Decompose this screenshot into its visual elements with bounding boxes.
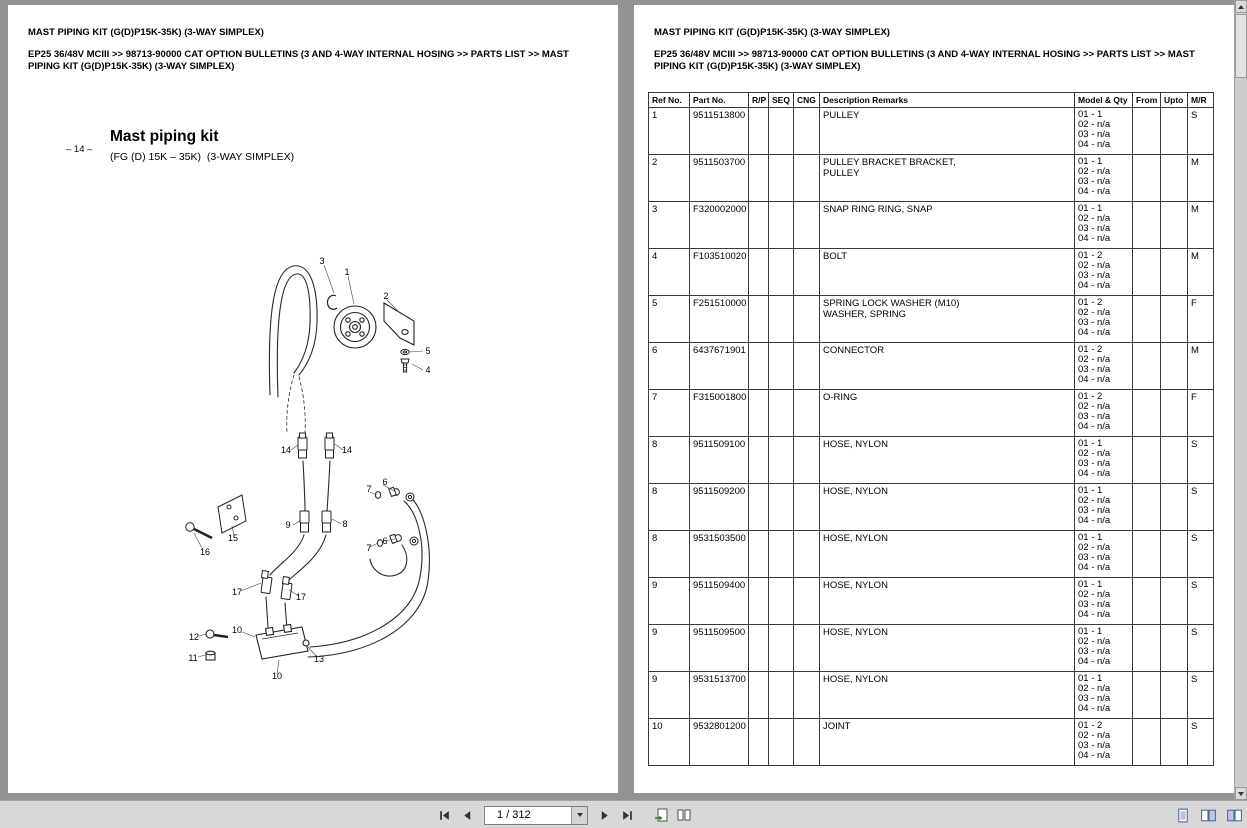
mr-cell: M xyxy=(1188,343,1214,390)
seq-cell xyxy=(769,202,794,249)
model-qty-cell: 01 - 1 02 - n/a 03 - n/a 04 - n/a xyxy=(1075,625,1133,672)
rp-cell xyxy=(749,390,769,437)
seq-cell xyxy=(769,531,794,578)
col-header-mr: M/R xyxy=(1188,93,1214,108)
table-row xyxy=(649,437,1214,484)
mr-cell: M xyxy=(1188,202,1214,249)
mr-cell: S xyxy=(1188,719,1214,766)
description-cell: BOLT xyxy=(820,249,1075,296)
col-header-model-qty: Model & Qty xyxy=(1075,93,1133,108)
table-row xyxy=(649,719,1214,766)
next-page-icon xyxy=(598,809,611,822)
mr-cell: M xyxy=(1188,249,1214,296)
mr-cell: S xyxy=(1188,484,1214,531)
ref-no-cell: 8 xyxy=(649,531,690,578)
cng-cell xyxy=(794,437,820,484)
description-cell: PULLEY BRACKET BRACKET, PULLEY xyxy=(820,155,1075,202)
from-cell xyxy=(1133,484,1161,531)
part-no-cell: F251510000 xyxy=(690,296,749,343)
from-cell xyxy=(1133,296,1161,343)
seq-cell xyxy=(769,296,794,343)
ref-no-cell: 8 xyxy=(649,437,690,484)
table-row xyxy=(649,343,1214,390)
description-cell: PULLEY xyxy=(820,108,1075,155)
page-number-combobox[interactable] xyxy=(484,806,588,825)
cng-cell xyxy=(794,625,820,672)
description-cell: HOSE, NYLON xyxy=(820,437,1075,484)
callout-label: 10 xyxy=(231,625,243,635)
part-no-cell: 9511509100 xyxy=(690,437,749,484)
upto-cell xyxy=(1161,484,1188,531)
callout-label: 17 xyxy=(231,587,243,597)
ref-no-cell: 4 xyxy=(649,249,690,296)
mr-cell: F xyxy=(1188,390,1214,437)
rp-cell xyxy=(749,108,769,155)
document-title: MAST PIPING KIT (G(D)P15K-35K) (3-WAY SIMPLEX) xyxy=(28,27,264,38)
callout-label: 16 xyxy=(199,547,211,557)
upto-cell xyxy=(1161,625,1188,672)
rp-cell xyxy=(749,202,769,249)
page-number-marker: – 14 – xyxy=(66,144,93,155)
upto-cell xyxy=(1161,202,1188,249)
description-cell: HOSE, NYLON xyxy=(820,484,1075,531)
from-cell xyxy=(1133,578,1161,625)
col-header-seq: SEQ xyxy=(769,93,794,108)
page-with-arrow-icon xyxy=(653,807,669,823)
description-cell: HOSE, NYLON xyxy=(820,672,1075,719)
callout-label: 7 xyxy=(366,543,372,553)
from-cell xyxy=(1133,625,1161,672)
seq-cell xyxy=(769,672,794,719)
upto-cell xyxy=(1161,531,1188,578)
table-row xyxy=(649,202,1214,249)
part-no-cell: 9511509500 xyxy=(690,625,749,672)
from-cell xyxy=(1133,390,1161,437)
rp-cell xyxy=(749,296,769,343)
upto-cell xyxy=(1161,390,1188,437)
previous-page-button[interactable] xyxy=(457,805,478,826)
callout-label: 11 xyxy=(188,653,198,663)
scroll-down-button[interactable] xyxy=(1235,787,1247,800)
ref-no-cell: 9 xyxy=(649,625,690,672)
from-cell xyxy=(1133,343,1161,390)
callout-label: 12 xyxy=(188,632,200,642)
figure-title: Mast piping kit xyxy=(110,128,219,145)
breadcrumb: EP25 36/48V MCIII >> 98713-90000 CAT OPTION BULLETINS (3 AND 4-WAY INTERNAL HOSING >> PARTS LIST >> MAST PIPING KIT (G(D)P15K-35K) (3-WAY SIMPLEX) xyxy=(654,49,1195,72)
description-cell: HOSE, NYLON xyxy=(820,531,1075,578)
cng-cell xyxy=(794,484,820,531)
rp-cell xyxy=(749,249,769,296)
facing-pages-view-button[interactable] xyxy=(1198,805,1219,826)
document-title: MAST PIPING KIT (G(D)P15K-35K) (3-WAY SIMPLEX) xyxy=(654,27,890,38)
model-qty-cell: 01 - 2 02 - n/a 03 - n/a 04 - n/a xyxy=(1075,343,1133,390)
seq-cell xyxy=(769,578,794,625)
single-page-view-button[interactable] xyxy=(1172,805,1193,826)
from-cell xyxy=(1133,531,1161,578)
chevron-down-icon xyxy=(577,813,583,817)
ref-no-cell: 6 xyxy=(649,343,690,390)
part-no-cell: F103510020 xyxy=(690,249,749,296)
bottom-toolbar xyxy=(0,800,1247,828)
table-row xyxy=(649,578,1214,625)
callout-label: 14 xyxy=(341,445,353,455)
first-page-icon xyxy=(438,809,451,822)
table-header-row xyxy=(649,93,1214,108)
vertical-scrollbar[interactable] xyxy=(1234,0,1247,800)
part-no-cell: F320002000 xyxy=(690,202,749,249)
rp-cell xyxy=(749,625,769,672)
mr-cell: S xyxy=(1188,625,1214,672)
description-cell: SPRING LOCK WASHER (M10) WASHER, SPRING xyxy=(820,296,1075,343)
parts-table-body xyxy=(649,108,1214,766)
col-header-ref-no: Ref No. xyxy=(649,93,690,108)
description-cell: CONNECTOR xyxy=(820,343,1075,390)
cng-cell xyxy=(794,343,820,390)
book-icon xyxy=(1226,807,1243,824)
part-no-cell: 9511509200 xyxy=(690,484,749,531)
seq-cell xyxy=(769,249,794,296)
cng-cell xyxy=(794,672,820,719)
cng-cell xyxy=(794,202,820,249)
table-row xyxy=(649,249,1214,296)
model-qty-cell: 01 - 1 02 - n/a 03 - n/a 04 - n/a xyxy=(1075,672,1133,719)
model-qty-cell: 01 - 1 02 - n/a 03 - n/a 04 - n/a xyxy=(1075,437,1133,484)
ref-no-cell: 9 xyxy=(649,578,690,625)
from-cell xyxy=(1133,672,1161,719)
model-qty-cell: 01 - 1 02 - n/a 03 - n/a 04 - n/a xyxy=(1075,202,1133,249)
callout-label: 6 xyxy=(382,536,388,546)
callout-label: 14 xyxy=(280,445,292,455)
callout-label: 9 xyxy=(285,520,291,530)
description-cell: O-RING xyxy=(820,390,1075,437)
figure-subtitle: (FG (D) 15K – 35K) (3-WAY SIMPLEX) xyxy=(110,151,295,163)
model-qty-cell: 01 - 1 02 - n/a 03 - n/a 04 - n/a xyxy=(1075,155,1133,202)
rp-cell xyxy=(749,437,769,484)
callout-label: 2 xyxy=(383,291,389,301)
ref-no-cell: 3 xyxy=(649,202,690,249)
col-header-description: Description Remarks xyxy=(820,93,1075,108)
upto-cell xyxy=(1161,155,1188,202)
col-header-cng: CNG xyxy=(794,93,820,108)
seq-cell xyxy=(769,343,794,390)
upto-cell xyxy=(1161,249,1188,296)
mr-cell: S xyxy=(1188,437,1214,484)
callout-label: 6 xyxy=(382,477,388,487)
mr-cell: S xyxy=(1188,108,1214,155)
seq-cell xyxy=(769,155,794,202)
model-qty-cell: 01 - 2 02 - n/a 03 - n/a 04 - n/a xyxy=(1075,249,1133,296)
rp-cell xyxy=(749,155,769,202)
rp-cell xyxy=(749,578,769,625)
callout-label: 8 xyxy=(342,519,348,529)
page-number-input[interactable] xyxy=(485,807,571,824)
table-row xyxy=(649,625,1214,672)
part-no-cell: 9531513700 xyxy=(690,672,749,719)
callout-label: 4 xyxy=(425,365,431,375)
mr-cell: F xyxy=(1188,296,1214,343)
callout-label: 17 xyxy=(295,592,307,602)
cng-cell xyxy=(794,531,820,578)
scroll-up-button[interactable] xyxy=(1235,0,1247,13)
ref-no-cell: 7 xyxy=(649,390,690,437)
upto-cell xyxy=(1161,719,1188,766)
next-page-button[interactable] xyxy=(594,805,615,826)
model-qty-cell: 01 - 1 02 - n/a 03 - n/a 04 - n/a xyxy=(1075,108,1133,155)
parts-table xyxy=(648,92,1214,766)
from-cell xyxy=(1133,155,1161,202)
table-row xyxy=(649,484,1214,531)
col-header-part-no: Part No. xyxy=(690,93,749,108)
mr-cell: S xyxy=(1188,531,1214,578)
book-view-button[interactable] xyxy=(1224,805,1245,826)
ref-no-cell: 8 xyxy=(649,484,690,531)
up-arrow-icon xyxy=(1238,5,1244,9)
columns-icon xyxy=(676,807,692,823)
left-document-page xyxy=(8,5,618,793)
callout-label: 5 xyxy=(425,346,431,356)
table-row xyxy=(649,390,1214,437)
callout-label: 15 xyxy=(227,533,239,543)
previous-page-icon xyxy=(461,809,474,822)
mr-cell: S xyxy=(1188,578,1214,625)
from-cell xyxy=(1133,719,1161,766)
cng-cell xyxy=(794,578,820,625)
facing-pages-icon xyxy=(1200,807,1217,824)
previous-view-button[interactable] xyxy=(650,805,671,826)
single-page-icon xyxy=(1174,807,1191,824)
diagram-callouts xyxy=(158,245,468,705)
from-cell xyxy=(1133,249,1161,296)
callout-label: 7 xyxy=(366,484,372,494)
cng-cell xyxy=(794,719,820,766)
seq-cell xyxy=(769,108,794,155)
rp-cell xyxy=(749,719,769,766)
seq-cell xyxy=(769,390,794,437)
table-row xyxy=(649,296,1214,343)
col-header-upto: Upto xyxy=(1161,93,1188,108)
part-no-cell: 9531503500 xyxy=(690,531,749,578)
mr-cell: M xyxy=(1188,155,1214,202)
model-qty-cell: 01 - 2 02 - n/a 03 - n/a 04 - n/a xyxy=(1075,296,1133,343)
part-no-cell: 9511503700 xyxy=(690,155,749,202)
callout-label: 10 xyxy=(271,671,283,681)
cng-cell xyxy=(794,108,820,155)
part-no-cell: 9511513800 xyxy=(690,108,749,155)
table-row xyxy=(649,108,1214,155)
scrollbar-thumb[interactable] xyxy=(1235,14,1247,78)
ref-no-cell: 2 xyxy=(649,155,690,202)
right-document-page xyxy=(634,5,1234,793)
rp-cell xyxy=(749,531,769,578)
breadcrumb: EP25 36/48V MCIII >> 98713-90000 CAT OPTION BULLETINS (3 AND 4-WAY INTERNAL HOSING >> PARTS LIST >> MAST PIPING KIT (G(D)P15K-35K) (3-WAY SIMPLEX) xyxy=(28,49,569,72)
page-columns-button[interactable] xyxy=(673,805,694,826)
from-cell xyxy=(1133,202,1161,249)
model-qty-cell: 01 - 2 02 - n/a 03 - n/a 04 - n/a xyxy=(1075,390,1133,437)
parts-diagram xyxy=(158,245,468,705)
last-page-icon xyxy=(621,809,634,822)
seq-cell xyxy=(769,437,794,484)
from-cell xyxy=(1133,437,1161,484)
callout-label: 1 xyxy=(344,267,350,277)
callout-label: 13 xyxy=(313,654,325,664)
rp-cell xyxy=(749,343,769,390)
cng-cell xyxy=(794,296,820,343)
part-no-cell: 6437671901 xyxy=(690,343,749,390)
upto-cell xyxy=(1161,296,1188,343)
seq-cell xyxy=(769,484,794,531)
table-row xyxy=(649,531,1214,578)
ref-no-cell: 9 xyxy=(649,672,690,719)
model-qty-cell: 01 - 1 02 - n/a 03 - n/a 04 - n/a xyxy=(1075,484,1133,531)
upto-cell xyxy=(1161,672,1188,719)
table-row xyxy=(649,672,1214,719)
callout-label: 3 xyxy=(319,256,325,266)
page-navigation xyxy=(434,804,694,826)
page-layout-controls xyxy=(1172,805,1245,826)
col-header-from: From xyxy=(1133,93,1161,108)
dropdown-arrow-button[interactable] xyxy=(571,807,587,824)
description-cell: SNAP RING RING, SNAP xyxy=(820,202,1075,249)
down-arrow-icon xyxy=(1238,792,1244,796)
upto-cell xyxy=(1161,578,1188,625)
upto-cell xyxy=(1161,437,1188,484)
last-page-button[interactable] xyxy=(617,805,638,826)
description-cell: JOINT xyxy=(820,719,1075,766)
ref-no-cell: 1 xyxy=(649,108,690,155)
seq-cell xyxy=(769,625,794,672)
rp-cell xyxy=(749,484,769,531)
rp-cell xyxy=(749,672,769,719)
ref-no-cell: 5 xyxy=(649,296,690,343)
cng-cell xyxy=(794,249,820,296)
upto-cell xyxy=(1161,343,1188,390)
table-row xyxy=(649,155,1214,202)
first-page-button[interactable] xyxy=(434,805,455,826)
part-no-cell: F315001800 xyxy=(690,390,749,437)
description-cell: HOSE, NYLON xyxy=(820,578,1075,625)
cng-cell xyxy=(794,390,820,437)
model-qty-cell: 01 - 1 02 - n/a 03 - n/a 04 - n/a xyxy=(1075,578,1133,625)
ref-no-cell: 10 xyxy=(649,719,690,766)
mr-cell: S xyxy=(1188,672,1214,719)
col-header-rp: R/P xyxy=(749,93,769,108)
part-no-cell: 9532801200 xyxy=(690,719,749,766)
model-qty-cell: 01 - 1 02 - n/a 03 - n/a 04 - n/a xyxy=(1075,531,1133,578)
model-qty-cell: 01 - 2 02 - n/a 03 - n/a 04 - n/a xyxy=(1075,719,1133,766)
upto-cell xyxy=(1161,108,1188,155)
description-cell: HOSE, NYLON xyxy=(820,625,1075,672)
cng-cell xyxy=(794,155,820,202)
seq-cell xyxy=(769,719,794,766)
from-cell xyxy=(1133,108,1161,155)
part-no-cell: 9511509400 xyxy=(690,578,749,625)
